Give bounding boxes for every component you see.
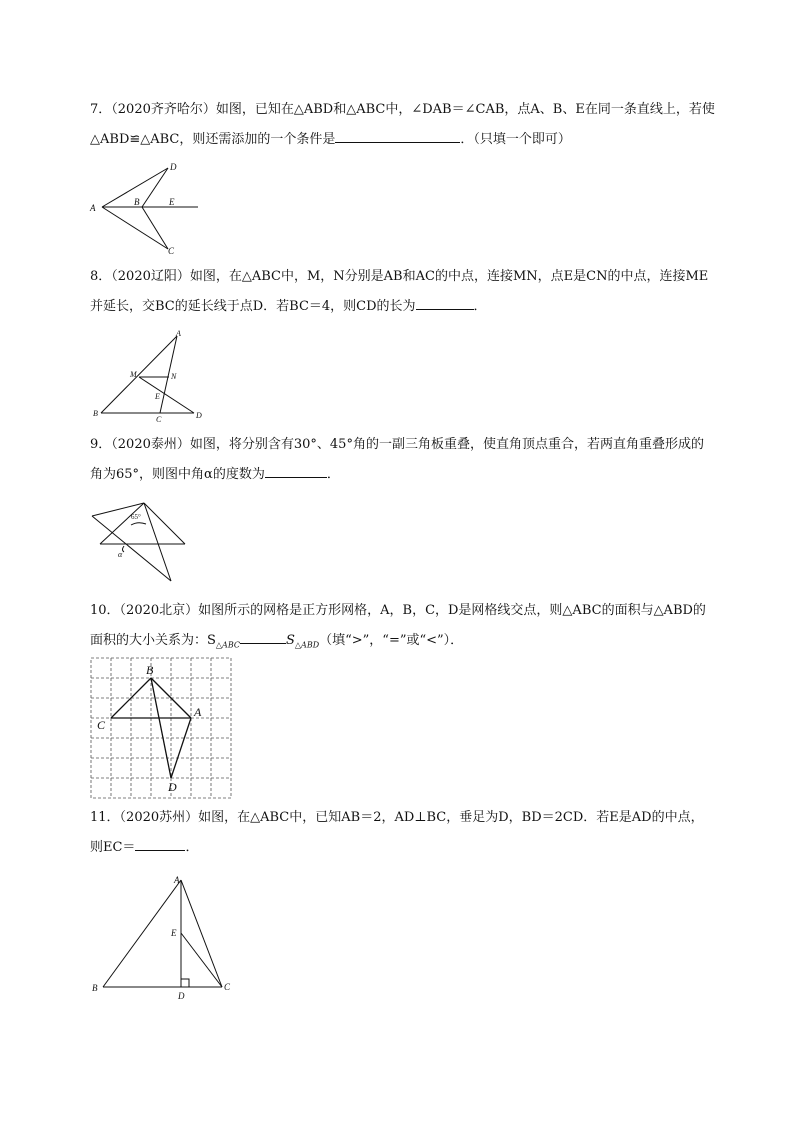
q7-label-b: B (134, 197, 140, 207)
q10-label-b: B (146, 663, 154, 677)
q9-line2 (90, 460, 730, 490)
q7-line2-end: ．（只填一个即可） (460, 132, 571, 147)
q7-label-d: D (170, 162, 177, 172)
q11-label-b: B (92, 983, 98, 993)
q7-line1: 7．（2020齐齐哈尔）如图，已知在△ABD和△ABC中，∠DAB＝∠CAB，点A、B、E在同一条直线上，若使 (90, 102, 715, 117)
q11-line2-text: 则EC＝ (90, 840, 136, 855)
q8-answer-blank (416, 295, 474, 310)
q10-line1: 10．（2020北京）如图所示的网格是正方形网格，A，B，C，D是网格线交点，则△ABC的面积与△ABD的 (90, 603, 706, 618)
q7-figure (90, 160, 210, 255)
q8-label-b: B (93, 409, 98, 418)
q10-line2-end: （填“>”，“=”或“<”）． (319, 633, 464, 648)
q10-figure (90, 657, 235, 800)
q10-s-symbol: S (285, 633, 295, 648)
question-11 (90, 803, 730, 863)
question-7 (90, 95, 730, 155)
q8-line2-text: 并延长，交BC的延长线于点D．若BC＝4，则CD的长为 (90, 299, 416, 314)
question-9 (90, 430, 730, 490)
q9-line1: 9．（2020泰州）如图，将分别含有30°、45°角的一副三角板重叠，使直角顶点重合，若两直角重叠形成的 (90, 437, 704, 452)
q9-alpha-label: α (118, 550, 123, 559)
q8-label-c: C (156, 415, 162, 424)
q9-figure (90, 497, 195, 587)
q10-label-a: A (194, 705, 202, 719)
q10-sub-abc: △ABC (215, 640, 240, 650)
q9-line2-text: 角为65°，则图中角α的度数为 (90, 467, 265, 482)
q7-label-c: C (168, 246, 175, 256)
q10-label-d: D (168, 780, 177, 794)
q7-line2 (90, 125, 730, 155)
q11-label-a: A (174, 875, 180, 885)
q10-label-c: C (97, 718, 106, 732)
q10-line2-text: 面积的大小关系为：S (90, 633, 216, 648)
q8-label-m: M (130, 370, 137, 379)
q10-sub-abd: △ABD (294, 640, 320, 650)
q9-answer-blank (265, 463, 327, 478)
q8-line2-end: ． (473, 299, 487, 314)
q8-label-n: N (171, 372, 177, 381)
q11-line2 (90, 833, 730, 863)
q9-line2-end: ． (326, 467, 340, 482)
q11-label-e: E (171, 928, 177, 938)
q11-line1: 11．（2020苏州）如图，在△ABC中，已知AB＝2，AD⊥BC，垂足为D，BD＝2CD．若E是AD的中点， (90, 810, 704, 825)
q9-angle-65: 65° (131, 513, 141, 521)
q8-line2 (90, 292, 730, 322)
q8-figure (90, 328, 210, 423)
q8-label-d: D (196, 411, 202, 420)
q7-line2-text: △ABD≌△ABC，则还需添加的一个条件是 (90, 132, 336, 147)
question-10 (90, 596, 730, 661)
question-8 (90, 262, 730, 322)
q11-answer-blank (135, 836, 185, 851)
q7-label-a: A (90, 203, 96, 213)
q11-label-c: C (224, 982, 231, 992)
q11-label-d: D (178, 991, 185, 1001)
q7-label-e: E (169, 197, 175, 207)
q10-line2 (90, 626, 730, 661)
q11-line2-end: ． (185, 840, 199, 855)
q10-answer-blank (240, 629, 286, 644)
q7-answer-blank (335, 128, 460, 143)
q11-figure (90, 872, 240, 1002)
q8-label-a: A (176, 329, 181, 338)
q8-line1: 8．（2020辽阳）如图，在△ABC中，M，N分别是AB和AC的中点，连接MN，点E是CN的中点，连接ME (90, 269, 709, 284)
q8-label-e: E (155, 392, 160, 401)
